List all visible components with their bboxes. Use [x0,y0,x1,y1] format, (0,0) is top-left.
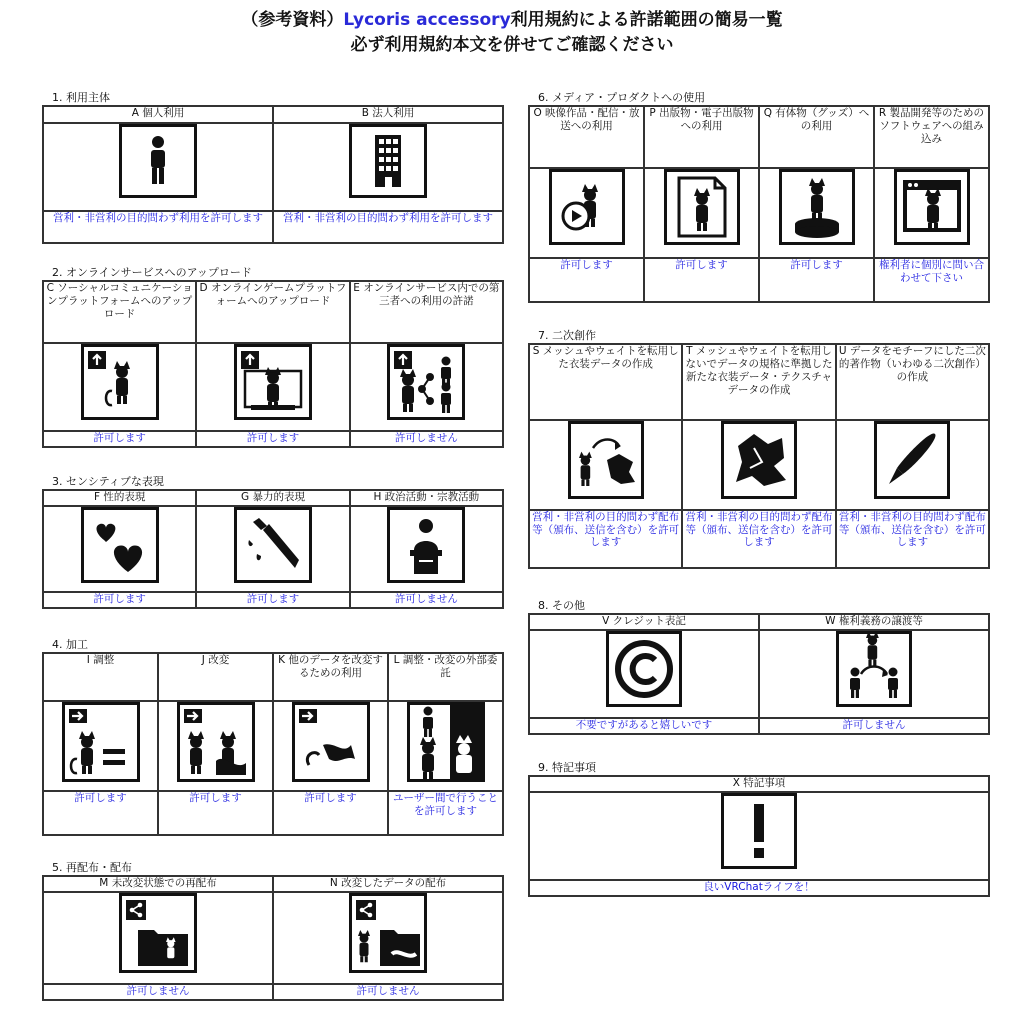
item-label: S メッシュやウェイトを転用した衣装データの作成 [529,344,682,420]
item-label: L 調整・改変の外部委託 [388,653,503,701]
result-text: 許可します [43,592,196,608]
section-7 [528,328,990,569]
person-icon [119,124,197,198]
item-label: A 個人利用 [43,106,273,123]
share-network-icon [387,344,465,420]
speaker-podium-icon [387,507,465,583]
result-text: 許可します [273,791,388,835]
section-heading: 5. 再配布・配布 [52,861,132,874]
result-text: 不要ですがあると嬉しいです [529,718,759,734]
section-8 [528,598,990,735]
result-text: 許可しません [273,984,503,1000]
item-label: F 性的表現 [43,490,196,506]
item-label: O 映像作品・配信・放送への利用 [529,106,644,168]
result-text: 営利・非営利の目的問わず配布等（頒布、送信を含む）を許可します [529,510,682,568]
permission-table [42,280,504,448]
result-text: 許可します [158,791,273,835]
section-5 [42,860,504,1001]
game-upload-icon [234,344,312,420]
adjust-icon [62,702,140,782]
pen-icon [874,421,950,499]
copyright-icon [606,631,682,707]
permission-table [42,652,504,836]
permission-table [528,775,990,897]
permission-table [528,343,990,569]
section-2 [42,265,504,448]
result-text: 営利・非営利の目的問わず利用を許可します [43,211,273,243]
result-text: 営利・非営利の目的問わず配布等（頒布、送信を含む）を許可します [682,510,835,568]
item-label: V クレジット表記 [529,614,759,630]
item-label: P 出版物・電子出版物への利用 [644,106,759,168]
modify-icon [177,702,255,782]
goods-icon [779,169,855,245]
section-heading: 1. 利用主体 [52,91,110,104]
redistribute-icon [119,893,197,973]
permission-table [42,489,504,609]
item-label: M 未改変状態での再配布 [43,876,273,892]
page-title [0,8,1024,58]
transfer-rights-icon [836,631,912,707]
social-upload-icon [81,344,159,420]
result-text: 許可します [43,791,158,835]
result-text: 良いVRChatライフを！ [529,880,989,896]
result-text: 許可します [529,258,644,302]
section-6 [528,90,990,303]
item-label: E オンラインサービス内での第三者への利用の許諾 [350,281,503,343]
exclamation-icon [721,793,797,869]
result-text: 許可します [759,258,874,302]
building-icon [349,124,427,198]
permission-table [42,105,504,244]
result-text: 許可します [196,592,349,608]
section-9 [528,760,990,897]
costume-transfer-icon [568,421,644,499]
result-text: ユーザー間で行うことを許可します [388,791,503,835]
result-text: 許可します [43,431,196,447]
item-label: G 暴力的表現 [196,490,349,506]
result-text: 許可しません [350,592,503,608]
result-text: 許可しません [43,984,273,1000]
result-text: 許可しません [759,718,989,734]
result-text: 許可します [196,431,349,447]
item-label: H 政治活動・宗教活動 [350,490,503,506]
hearts-icon [81,507,159,583]
software-icon [894,169,970,245]
item-label: N 改変したデータの配布 [273,876,503,892]
video-icon [549,169,625,245]
section-heading: 8. その他 [538,599,585,612]
item-label: C ソーシャルコミュニケーションプラットフォームへのアップロード [43,281,196,343]
title-prefix: （参考資料） [241,10,344,30]
item-label: K 他のデータを改変するための利用 [273,653,388,701]
title-subtitle: 必ず利用規約本文を併せてご確認ください [350,35,674,55]
item-label: W 権利義務の譲渡等 [759,614,989,630]
section-heading: 7. 二次創作 [538,329,596,342]
distribute-modified-icon [349,893,427,973]
section-4 [42,637,504,836]
item-label: D オンラインゲームプラットフォームへのアップロード [196,281,349,343]
section-3 [42,474,504,609]
permission-table [528,105,990,303]
section-heading: 9. 特記事項 [538,761,596,774]
brand-name: Lycoris accessory [343,10,511,30]
new-costume-icon [721,421,797,499]
title-suffix: 利用規約による許諾範囲の簡易一覧 [510,10,783,30]
item-label: Q 有体物（グッズ）への利用 [759,106,874,168]
result-text: 許可しません [350,431,503,447]
reuse-data-icon [292,702,370,782]
result-text: 営利・非営利の目的問わず配布等（頒布、送信を含む）を許可します [836,510,989,568]
publication-icon [664,169,740,245]
result-text: 営利・非営利の目的問わず利用を許可します [273,211,503,243]
section-heading: 2. オンラインサービスへのアップロード [52,266,252,279]
result-text: 許可します [644,258,759,302]
item-label: X 特記事項 [529,776,989,792]
permission-table [528,613,990,735]
outsource-icon [407,702,485,782]
item-label: J 改変 [158,653,273,701]
section-1 [42,90,504,244]
section-heading: 4. 加工 [52,638,88,651]
item-label: U データをモチーフにした二次的著作物（いわゆる二次創作）の作成 [836,344,989,420]
section-heading: 3. センシティブな表現 [52,475,164,488]
knife-icon [234,507,312,583]
item-label: I 調整 [43,653,158,701]
permission-table [42,875,504,1001]
section-heading: 6. メディア・プロダクトへの使用 [538,91,706,104]
item-label: R 製品開発等のためのソフトウェアへの組み込み [874,106,989,168]
item-label: T メッシュやウェイトを転用しないでデータの規格に準拠した新たな衣装データ・テクスチャデータの作成 [682,344,835,420]
result-text: 権利者に個別に問い合わせて下さい [874,258,989,302]
item-label: B 法人利用 [273,106,503,123]
